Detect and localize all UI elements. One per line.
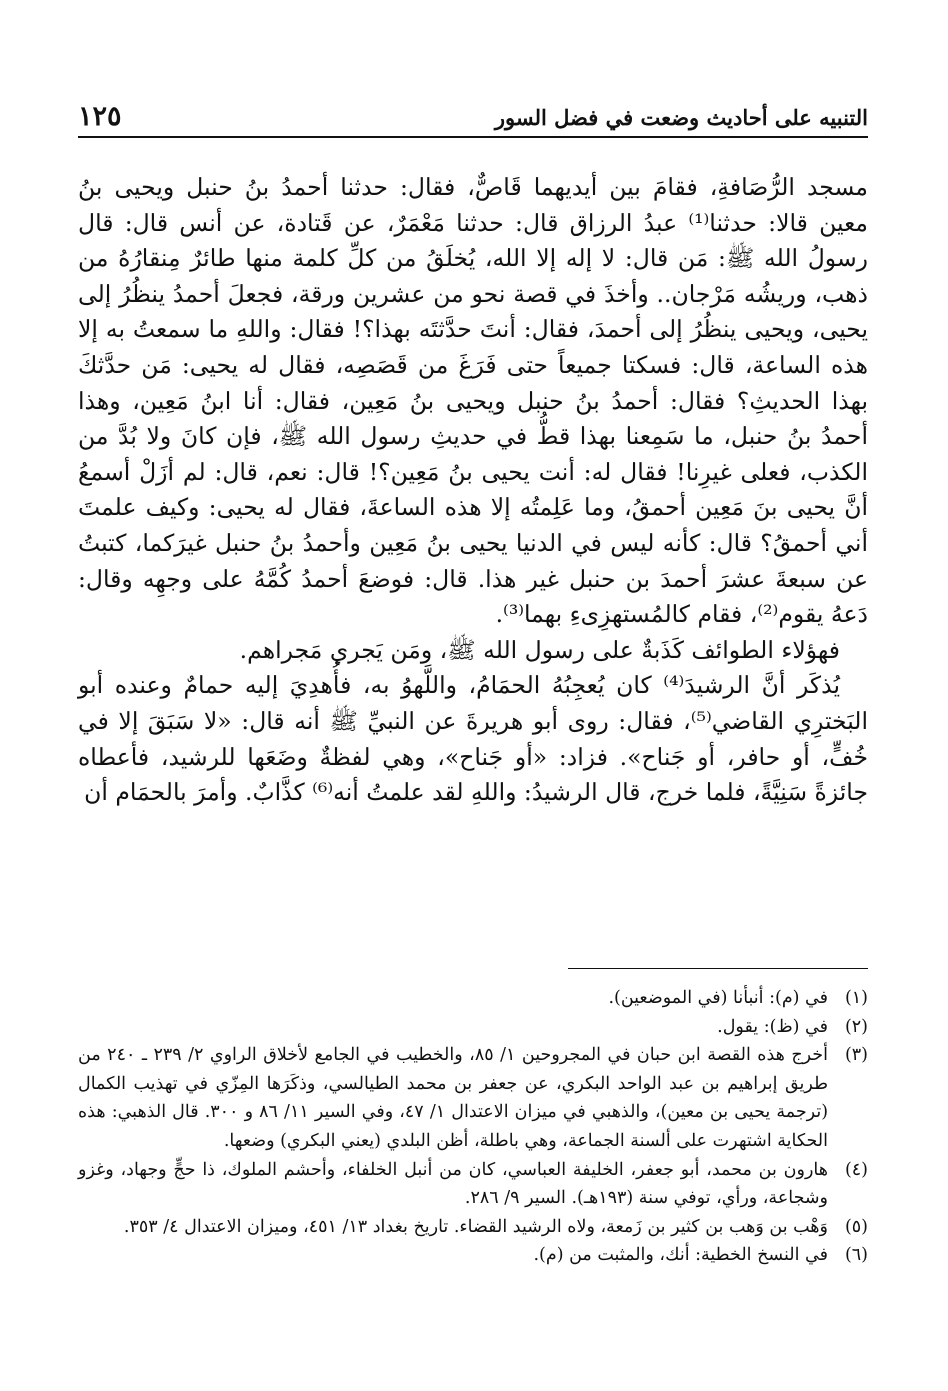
running-title: التنبيه على أحاديث وضعت في فضل السور bbox=[494, 105, 868, 130]
page-header bbox=[78, 92, 868, 138]
footnote-number: (٢) bbox=[844, 1016, 868, 1037]
footnote bbox=[78, 1156, 868, 1213]
footnote bbox=[78, 984, 868, 1013]
footnote-text: وَهْب بن وَهب بن كثير بن زَمعة، ولاه الرشيد القضاء. تاريخ بغداد ١٣/ ٤٥١، وميزان الاعتدال ٤/ ٣٥٣. bbox=[123, 1216, 828, 1237]
footnote-text: في النسخ الخطية: أنك، والمثبت من (م). bbox=[533, 1245, 828, 1266]
footnote-number: (٦) bbox=[844, 1245, 868, 1266]
body-paragraph: مسجد الرُّصَافةِ، فقامَ بين أيديهما قَاصٌّ، فقال: حدثنا أحمدُ بنُ حنبل ويحيى بنُ معين قالا: حدثنا⁽¹⁾ عبدُ الرزاق قال: حدثنا مَعْمَرٌ، عن قَتادة، عن أنس قال: قال رسولُ الله ﷺ: مَن قال: لا إله إلا الله، يُخلَقُ من كلِّ كلمة منها طائرٌ مِنقارُهُ من ذهب، وريشُه مَرْجان.. وأخذَ في قصة نحو من عشرين ورقة، فجعلَ أحمدُ ينظُرُ إلى يحيى، ويحيى ينظُرُ إلى أحمدَ، فقال: أنتَ حدَّثتَه بهذا؟! فقال: واللهِ ما سمعتُ به إلا هذه الساعة، قال: فسكتا جميعاً حتى فَرَغَ من قَصَصِه، فقال له يحيى: مَن حدَّثكَ بهذا الحديثِ؟ فقال: أحمدُ بنُ حنبل ويحيى بنُ مَعِين، فقال: أنا ابنُ مَعِين، وهذا أحمدُ بنُ حنبل، ما سَمِعنا بهذا قطُّ في حديثِ رسول الله ﷺ، فإن كانَ ولا بُدَّ من الكذب، فعلى غيرِنا! فقال له: أنت يحيى بنُ مَعِين؟! قال: نعم، قال: لم أزَلْ أسمعُ أنَّ يحيى بنَ مَعِين أحمقُ، وما عَلِمتُه إلا هذه الساعةَ، فقال له يحيى: وكيف علمتَ أني أحمقُ؟ قال: كأنه ليس في الدنيا يحيى بنُ مَعِين وأحمدُ بنُ حنبل غيرَكما، كتبتُ عن سبعةَ عشرَ أحمدَ بن حنبل غير هذا. قال: فوضعَ أحمدُ كُمَّهُ على وجهِه وقال: دَعهُ يقوم⁽²⁾، فقام كالمُستهزِىءِ بهما⁽³⁾. bbox=[78, 173, 869, 629]
footnote-text: في (ظ): يقول. bbox=[717, 1016, 828, 1037]
footnote bbox=[78, 1213, 868, 1242]
footnote-separator bbox=[568, 968, 868, 969]
footnote-text: أخرج هذه القصة ابن حبان في المجروحين ١/ ٨٥، والخطيب في الجامع لأخلاق الراوي ٢/ ٢٣٩ ـ ٢٤٠ من طريق إبراهيم بن عبد الواحد البكري، عن جعفر بن محمد الطيالسي، وذكَرَها المِزّي في تهذيب الكمال (ترجمة يحيى بن معين)، والذهبي في ميزان الاعتدال ١/ ٤٧، وفي السير ١١/ ٨٦ و ٣٠٠. قال الذهبي: هذه الحكاية اشتهرت على ألسنة الجماعة، وهي باطلة، أظن البلدي (يعني البكري) وضعها. bbox=[78, 1045, 829, 1151]
footnote-number: (٣) bbox=[844, 1045, 868, 1066]
main-text bbox=[78, 170, 868, 811]
footnote-number: (١) bbox=[844, 988, 868, 1008]
footnote bbox=[78, 1241, 868, 1270]
footnote-number: (٥) bbox=[844, 1216, 868, 1237]
footnote-text: في (م): أنبأنا (في الموضعين). bbox=[608, 988, 828, 1008]
body-paragraph: يُذكَر أنَّ الرشيدَ⁽⁴⁾ كان يُعجِبُهُ الحمَامُ، واللَّهوُ به، فأُهدِيَ إليه حمامٌ وعنده أبو البَخترِي القاضي⁽⁵⁾، فقال: روى أبو هريرةَ عن النبيِّ ﷺ أنه قال: «لا سَبَقَ إلا في خُفٍّ، أو حافر، أو جَناح». فزاد: «أو جَناح»، وهي لفظةٌ وضَعَها للرشيد، فأعطاه جائزةً سَنِيَّةً، فلما خرج، قال الرشيدُ: واللهِ لقد علمتُ أنه⁽⁶⁾ كذَّابٌ. وأمرَ بالحمَام أن bbox=[78, 671, 868, 807]
footnote-text: هارون بن محمد، أبو جعفر، الخليفة العباسي، كان من أنبل الخلفاء، وأحشم الملوك، ذا حجٍّ وجهاد، وغزو وشجاعة، ورأي، توفي سنة (١٩٣هـ). السير ٩/ ٢٨٦. bbox=[78, 1159, 828, 1209]
footnote bbox=[78, 1013, 868, 1042]
body-paragraph: فهؤلاء الطوائف كَذَبةٌ على رسول الله ﷺ، ومَن يَجري مَجراهم. bbox=[239, 635, 840, 664]
footnotes bbox=[78, 984, 868, 1270]
footnote-number: (٤) bbox=[844, 1159, 868, 1180]
page-number: ١٢٥ bbox=[78, 101, 122, 132]
footnote bbox=[78, 1041, 868, 1155]
